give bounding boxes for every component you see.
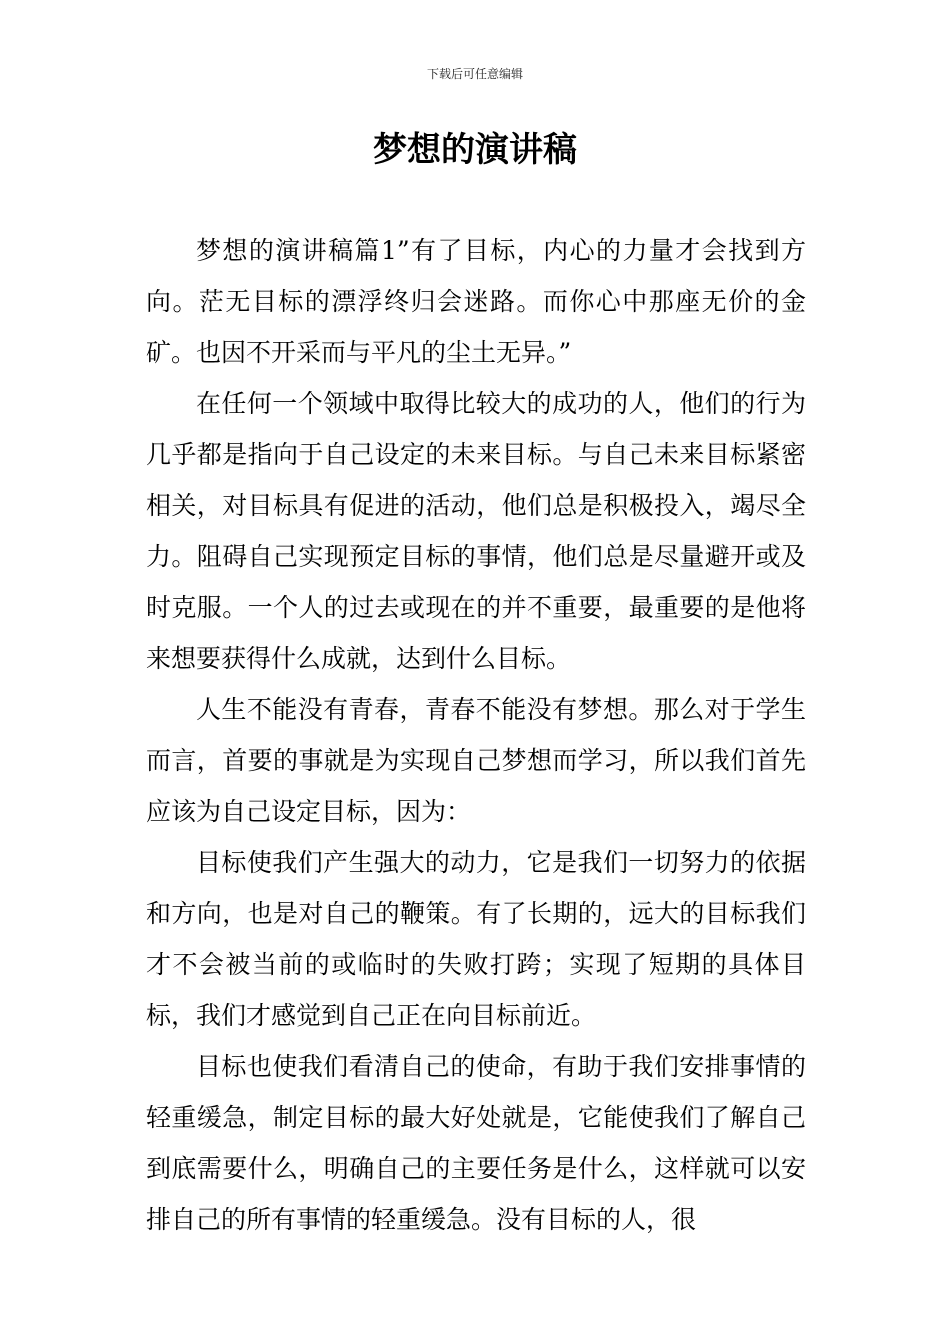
paragraph-3: 人生不能没有青春，青春不能没有梦想。那么对于学生而言，首要的事就是为实现自己梦想而学习，所以我们首先应该为自己设定目标，因为： xyxy=(146,695,806,826)
document-body xyxy=(146,225,806,1245)
header-note: 下载后可任意编辑 xyxy=(426,67,523,81)
paragraph-2: 在任何一个领域中取得比较大的成功的人，他们的行为几乎都是指向于自己设定的未来目标。与自己未来目标紧密相关，对目标具有促进的活动，他们总是积极投入，竭尽全力。阻碍自己实现预定目标的事情，他们总是尽量避开或及时克服。一个人的过去或现在的并不重要，最重要的是他将来想要获得什么成就，达到什么目标。 xyxy=(146,389,806,673)
document-title: 梦想的演讲稿 xyxy=(373,130,577,170)
paragraph-1: 梦想的演讲稿篇1”有了目标，内心的力量才会找到方向。茫无目标的漂浮终归会迷路。而你心中那座无价的金矿。也因不开采而与平凡的尘土无异。” xyxy=(146,236,806,367)
paragraph-5: 目标也使我们看清自己的使命，有助于我们安排事情的轻重缓急，制定目标的最大好处就是，它能使我们了解自己到底需要什么，明确自己的主要任务是什么，这样就可以安排自己的所有事情的轻重缓急。没有目标的人，很 xyxy=(146,1052,806,1234)
paragraph-4: 目标使我们产生强大的动力，它是我们一切努力的依据和方向，也是对自己的鞭策。有了长期的，远大的目标我们才不会被当前的或临时的失败打跨；实现了短期的具体目标，我们才感觉到自己正在向目标前近。 xyxy=(146,848,806,1030)
